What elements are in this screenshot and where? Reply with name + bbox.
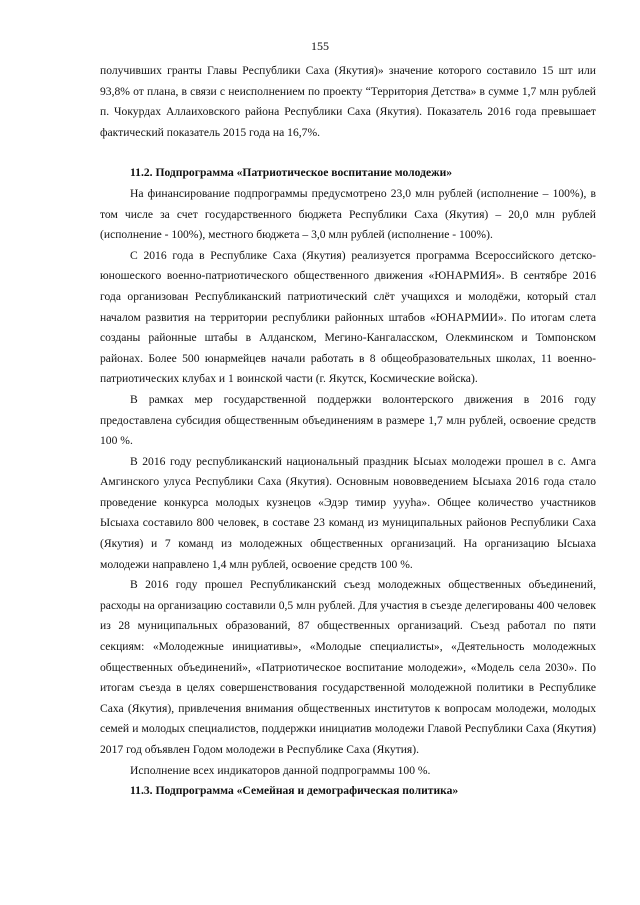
- section-11-2-heading: 11.2. Подпрограмма «Патриотическое воспитание молодежи»: [130, 166, 453, 180]
- section-11-2-paragraph-indicators: Исполнение всех индикаторов данной подпрограммы 100 %.: [130, 763, 431, 777]
- section-11-2-paragraph-yunarmiya: С 2016 года в Республике Саха (Якутия) реализуется программа Всероссийского детско-юношеского военно-патриотического общественного движения «ЮНАРМИЯ». В сентябре 2016 года организован Республиканский патриотический слёт учащихся и молодёжи, который стал началом развития на территории республики районных штабов «ЮНАРМИИ». По итогам слета созданы районные штабы в Алданском, Мегино-Кангаласском, Олекминском и Томпонском районах. Более 500 юнармейцев начали работать в 8 общеобразовательных школах, 11 военно-патриотических клубах и 1 воинской части (г. Якутск, Космические войска).: [100, 248, 596, 386]
- section-spacer: [100, 143, 596, 163]
- page-number: 155: [311, 39, 329, 53]
- page-content: [100, 61, 596, 802]
- section-11-2-paragraph-ysyakh: В 2016 году республиканский национальный праздник Ысыах молодежи прошел в с. Амга Амгинского улуса Республики Саха (Якутия). Основным нововведением Ысыаха 2016 года стало проведение конкурса молодых кузнецов «Эдэр тимир уууhа». Общее количество участников Ысыаха составило 800 человек, в составе 23 команд из муниципальных районов Республики Саха (Якутия) и 7 команд из молодежных общественных организаций. На организацию Ысыаха молодежи направлено 1,4 млн рублей, освоение средств 100 %.: [100, 454, 596, 571]
- intro-paragraph: получивших гранты Главы Республики Саха (Якутия)» значение которого составило 15 шт или 93,8% от плана, в связи с неисполнением по проекту “Территория Детства» в сумме 1,7 млн рублей п. Чокурдах Аллаиховского района Республики Саха (Якутия). Показатель 2016 года превышает фактический показатель 2015 года на 16,7%.: [100, 64, 596, 139]
- section-11-3-heading: 11.3. Подпрограмма «Семейная и демографическая политика»: [130, 784, 459, 798]
- section-11-2-paragraph-volunteers: В рамках мер государственной поддержки волонтерского движения в 2016 году предоставлена субсидия общественным объединениям в размере 1,7 млн рублей, освоение средств 100 %.: [100, 392, 596, 448]
- section-11-2-paragraph-congress: В 2016 году прошел Республиканский съезд молодежных общественных объединений, расходы на организацию составили 0,5 млн рублей. Для участия в съезде делегированы 400 человек из 28 муниципальных образований, 87 общественных организаций. Съезд работал по пяти секциям: «Молодежные инициативы», «Молодые специалисты», «Деятельность молодежных общественных объединений», «Патриотическое воспитание молодежи», «Модель села 2030». По итогам съезда в целях совершенствования государственной молодежной политики в Республике Саха (Якутия), привлечения внимания общественных институтов к вопросам молодежи, молодых семей и молодых специалистов, поддержки инициатив молодежи Главой Республики Саха (Якутия) 2017 год объявлен Годом молодежи в Республике Саха (Якутия).: [100, 578, 596, 756]
- section-11-2-paragraph-financing: На финансирование подпрограммы предусмотрено 23,0 млн рублей (исполнение – 100%), в том числе за счет государственного бюджета Республики Саха (Якутия) – 20,0 млн рублей (исполнение - 100%), местного бюджета – 3,0 млн рублей (исполнение - 100%).: [100, 186, 596, 242]
